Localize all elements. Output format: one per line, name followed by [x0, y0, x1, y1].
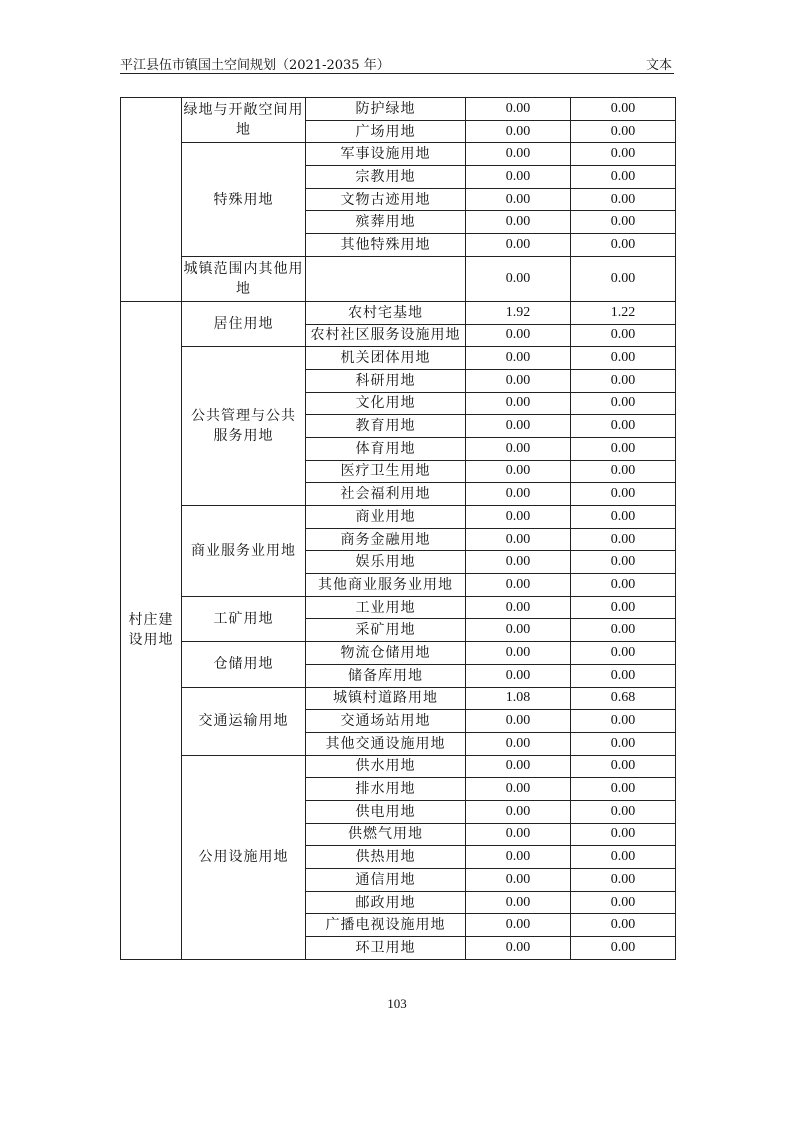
value-cell-1: 0.00: [466, 619, 571, 642]
value-cell-1: 0.00: [466, 664, 571, 687]
value-cell-2: 0.00: [571, 596, 676, 619]
value-cell-1: 0.00: [466, 869, 571, 892]
item-cell: 医疗卫生用地: [306, 460, 466, 483]
value-cell-2: 0.00: [571, 120, 676, 143]
value-cell-2: 0.68: [571, 687, 676, 710]
value-cell-2: 0.00: [571, 869, 676, 892]
land-use-table: [120, 97, 676, 960]
value-cell-2: 0.00: [571, 166, 676, 189]
value-cell-2: 0.00: [571, 211, 676, 234]
value-cell-1: 0.00: [466, 324, 571, 347]
value-cell-1: 0.00: [466, 846, 571, 869]
item-cell: 商务金融用地: [306, 528, 466, 551]
value-cell-2: 0.00: [571, 551, 676, 574]
value-cell-1: 0.00: [466, 483, 571, 506]
subcategory-cell: 工矿用地: [182, 596, 306, 641]
item-cell: 体育用地: [306, 437, 466, 460]
value-cell-2: 0.00: [571, 392, 676, 415]
value-cell-1: 0.00: [466, 732, 571, 755]
item-cell: 采矿用地: [306, 619, 466, 642]
item-cell: 环卫用地: [306, 937, 466, 960]
item-cell: 娱乐用地: [306, 551, 466, 574]
value-cell-2: 0.00: [571, 937, 676, 960]
value-cell-1: 0.00: [466, 551, 571, 574]
value-cell-1: 0.00: [466, 506, 571, 529]
value-cell-2: 0.00: [571, 98, 676, 121]
header-title: 平江县伍市镇国土空间规划（2021-2035 年）: [120, 58, 390, 73]
value-cell-1: 0.00: [466, 437, 571, 460]
category-cell: [121, 98, 182, 302]
subcategory-cell: 城镇范围内其他用地: [182, 256, 306, 301]
value-cell-2: 0.00: [571, 642, 676, 665]
subcategory-cell: 交通运输用地: [182, 687, 306, 755]
value-cell-1: 0.00: [466, 211, 571, 234]
value-cell-2: 1.22: [571, 301, 676, 324]
value-cell-2: 0.00: [571, 846, 676, 869]
value-cell-1: 0.00: [466, 574, 571, 597]
item-cell: 供热用地: [306, 846, 466, 869]
value-cell-1: 0.00: [466, 120, 571, 143]
subcategory-cell: 特殊用地: [182, 143, 306, 256]
table-row: [121, 143, 676, 166]
value-cell-2: 0.00: [571, 823, 676, 846]
item-cell: 城镇村道路用地: [306, 687, 466, 710]
value-cell-1: 0.00: [466, 143, 571, 166]
table-row: [121, 98, 676, 121]
value-cell-1: 0.00: [466, 891, 571, 914]
item-cell: 防护绿地: [306, 98, 466, 121]
table-row: [121, 596, 676, 619]
value-cell-1: 0.00: [466, 188, 571, 211]
item-cell: 通信用地: [306, 869, 466, 892]
value-cell-2: 0.00: [571, 256, 676, 301]
value-cell-2: 0.00: [571, 755, 676, 778]
value-cell-2: 0.00: [571, 415, 676, 438]
subcategory-cell: 商业服务业用地: [182, 506, 306, 597]
value-cell-2: 0.00: [571, 732, 676, 755]
table-row: [121, 256, 676, 301]
value-cell-1: 0.00: [466, 528, 571, 551]
value-cell-2: 0.00: [571, 460, 676, 483]
subcategory-cell: 绿地与开敞空间用地: [182, 98, 306, 143]
item-cell: 其他商业服务业用地: [306, 574, 466, 597]
table-row: [121, 347, 676, 370]
item-cell: 邮政用地: [306, 891, 466, 914]
item-cell: 工业用地: [306, 596, 466, 619]
value-cell-1: 1.08: [466, 687, 571, 710]
header-label: 文本: [645, 58, 672, 73]
value-cell-1: 0.00: [466, 347, 571, 370]
subcategory-cell: 公共管理与公共服务用地: [182, 347, 306, 506]
value-cell-2: 0.00: [571, 664, 676, 687]
item-cell: 供电用地: [306, 800, 466, 823]
value-cell-2: 0.00: [571, 234, 676, 257]
value-cell-1: 0.00: [466, 937, 571, 960]
item-cell: 农村宅基地: [306, 301, 466, 324]
item-cell: 宗教用地: [306, 166, 466, 189]
item-cell: 排水用地: [306, 778, 466, 801]
item-cell: 文化用地: [306, 392, 466, 415]
value-cell-2: 0.00: [571, 369, 676, 392]
table-row: [121, 687, 676, 710]
value-cell-1: 0.00: [466, 778, 571, 801]
value-cell-1: 0.00: [466, 642, 571, 665]
category-cell: 村庄建设用地: [121, 301, 182, 959]
value-cell-2: 0.00: [571, 188, 676, 211]
item-cell: 供燃气用地: [306, 823, 466, 846]
value-cell-1: 0.00: [466, 234, 571, 257]
item-cell: 其他交通设施用地: [306, 732, 466, 755]
subcategory-cell: 仓储用地: [182, 642, 306, 687]
value-cell-2: 0.00: [571, 324, 676, 347]
value-cell-2: 0.00: [571, 778, 676, 801]
value-cell-2: 0.00: [571, 347, 676, 370]
item-cell: 军事设施用地: [306, 143, 466, 166]
item-cell: 社会福利用地: [306, 483, 466, 506]
value-cell-2: 0.00: [571, 437, 676, 460]
value-cell-1: 0.00: [466, 596, 571, 619]
value-cell-1: 0.00: [466, 369, 571, 392]
item-cell: 机关团体用地: [306, 347, 466, 370]
value-cell-1: 0.00: [466, 755, 571, 778]
subcategory-cell: 公用设施用地: [182, 755, 306, 959]
item-cell: 商业用地: [306, 506, 466, 529]
item-cell: 广场用地: [306, 120, 466, 143]
value-cell-2: 0.00: [571, 574, 676, 597]
value-cell-1: 0.00: [466, 914, 571, 937]
header-rule: [120, 73, 674, 74]
value-cell-2: 0.00: [571, 891, 676, 914]
value-cell-1: 1.92: [466, 301, 571, 324]
value-cell-1: 0.00: [466, 800, 571, 823]
value-cell-2: 0.00: [571, 710, 676, 733]
value-cell-1: 0.00: [466, 166, 571, 189]
value-cell-1: 0.00: [466, 710, 571, 733]
value-cell-2: 0.00: [571, 506, 676, 529]
item-cell: 其他特殊用地: [306, 234, 466, 257]
table-row: [121, 755, 676, 778]
item-cell: [306, 256, 466, 301]
item-cell: 储备库用地: [306, 664, 466, 687]
value-cell-1: 0.00: [466, 392, 571, 415]
value-cell-1: 0.00: [466, 823, 571, 846]
item-cell: 殡葬用地: [306, 211, 466, 234]
item-cell: 科研用地: [306, 369, 466, 392]
item-cell: 农村社区服务设施用地: [306, 324, 466, 347]
item-cell: 文物古迹用地: [306, 188, 466, 211]
item-cell: 教育用地: [306, 415, 466, 438]
value-cell-2: 0.00: [571, 619, 676, 642]
value-cell-2: 0.00: [571, 528, 676, 551]
item-cell: 物流仓储用地: [306, 642, 466, 665]
value-cell-2: 0.00: [571, 143, 676, 166]
value-cell-1: 0.00: [466, 98, 571, 121]
page-number: 103: [387, 996, 407, 1011]
table-row: [121, 642, 676, 665]
subcategory-cell: 居住用地: [182, 301, 306, 346]
table-row: [121, 506, 676, 529]
item-cell: 供水用地: [306, 755, 466, 778]
value-cell-2: 0.00: [571, 914, 676, 937]
value-cell-1: 0.00: [466, 415, 571, 438]
value-cell-1: 0.00: [466, 256, 571, 301]
item-cell: 交通场站用地: [306, 710, 466, 733]
value-cell-2: 0.00: [571, 483, 676, 506]
value-cell-1: 0.00: [466, 460, 571, 483]
table-row: [121, 301, 676, 324]
value-cell-2: 0.00: [571, 800, 676, 823]
item-cell: 广播电视设施用地: [306, 914, 466, 937]
